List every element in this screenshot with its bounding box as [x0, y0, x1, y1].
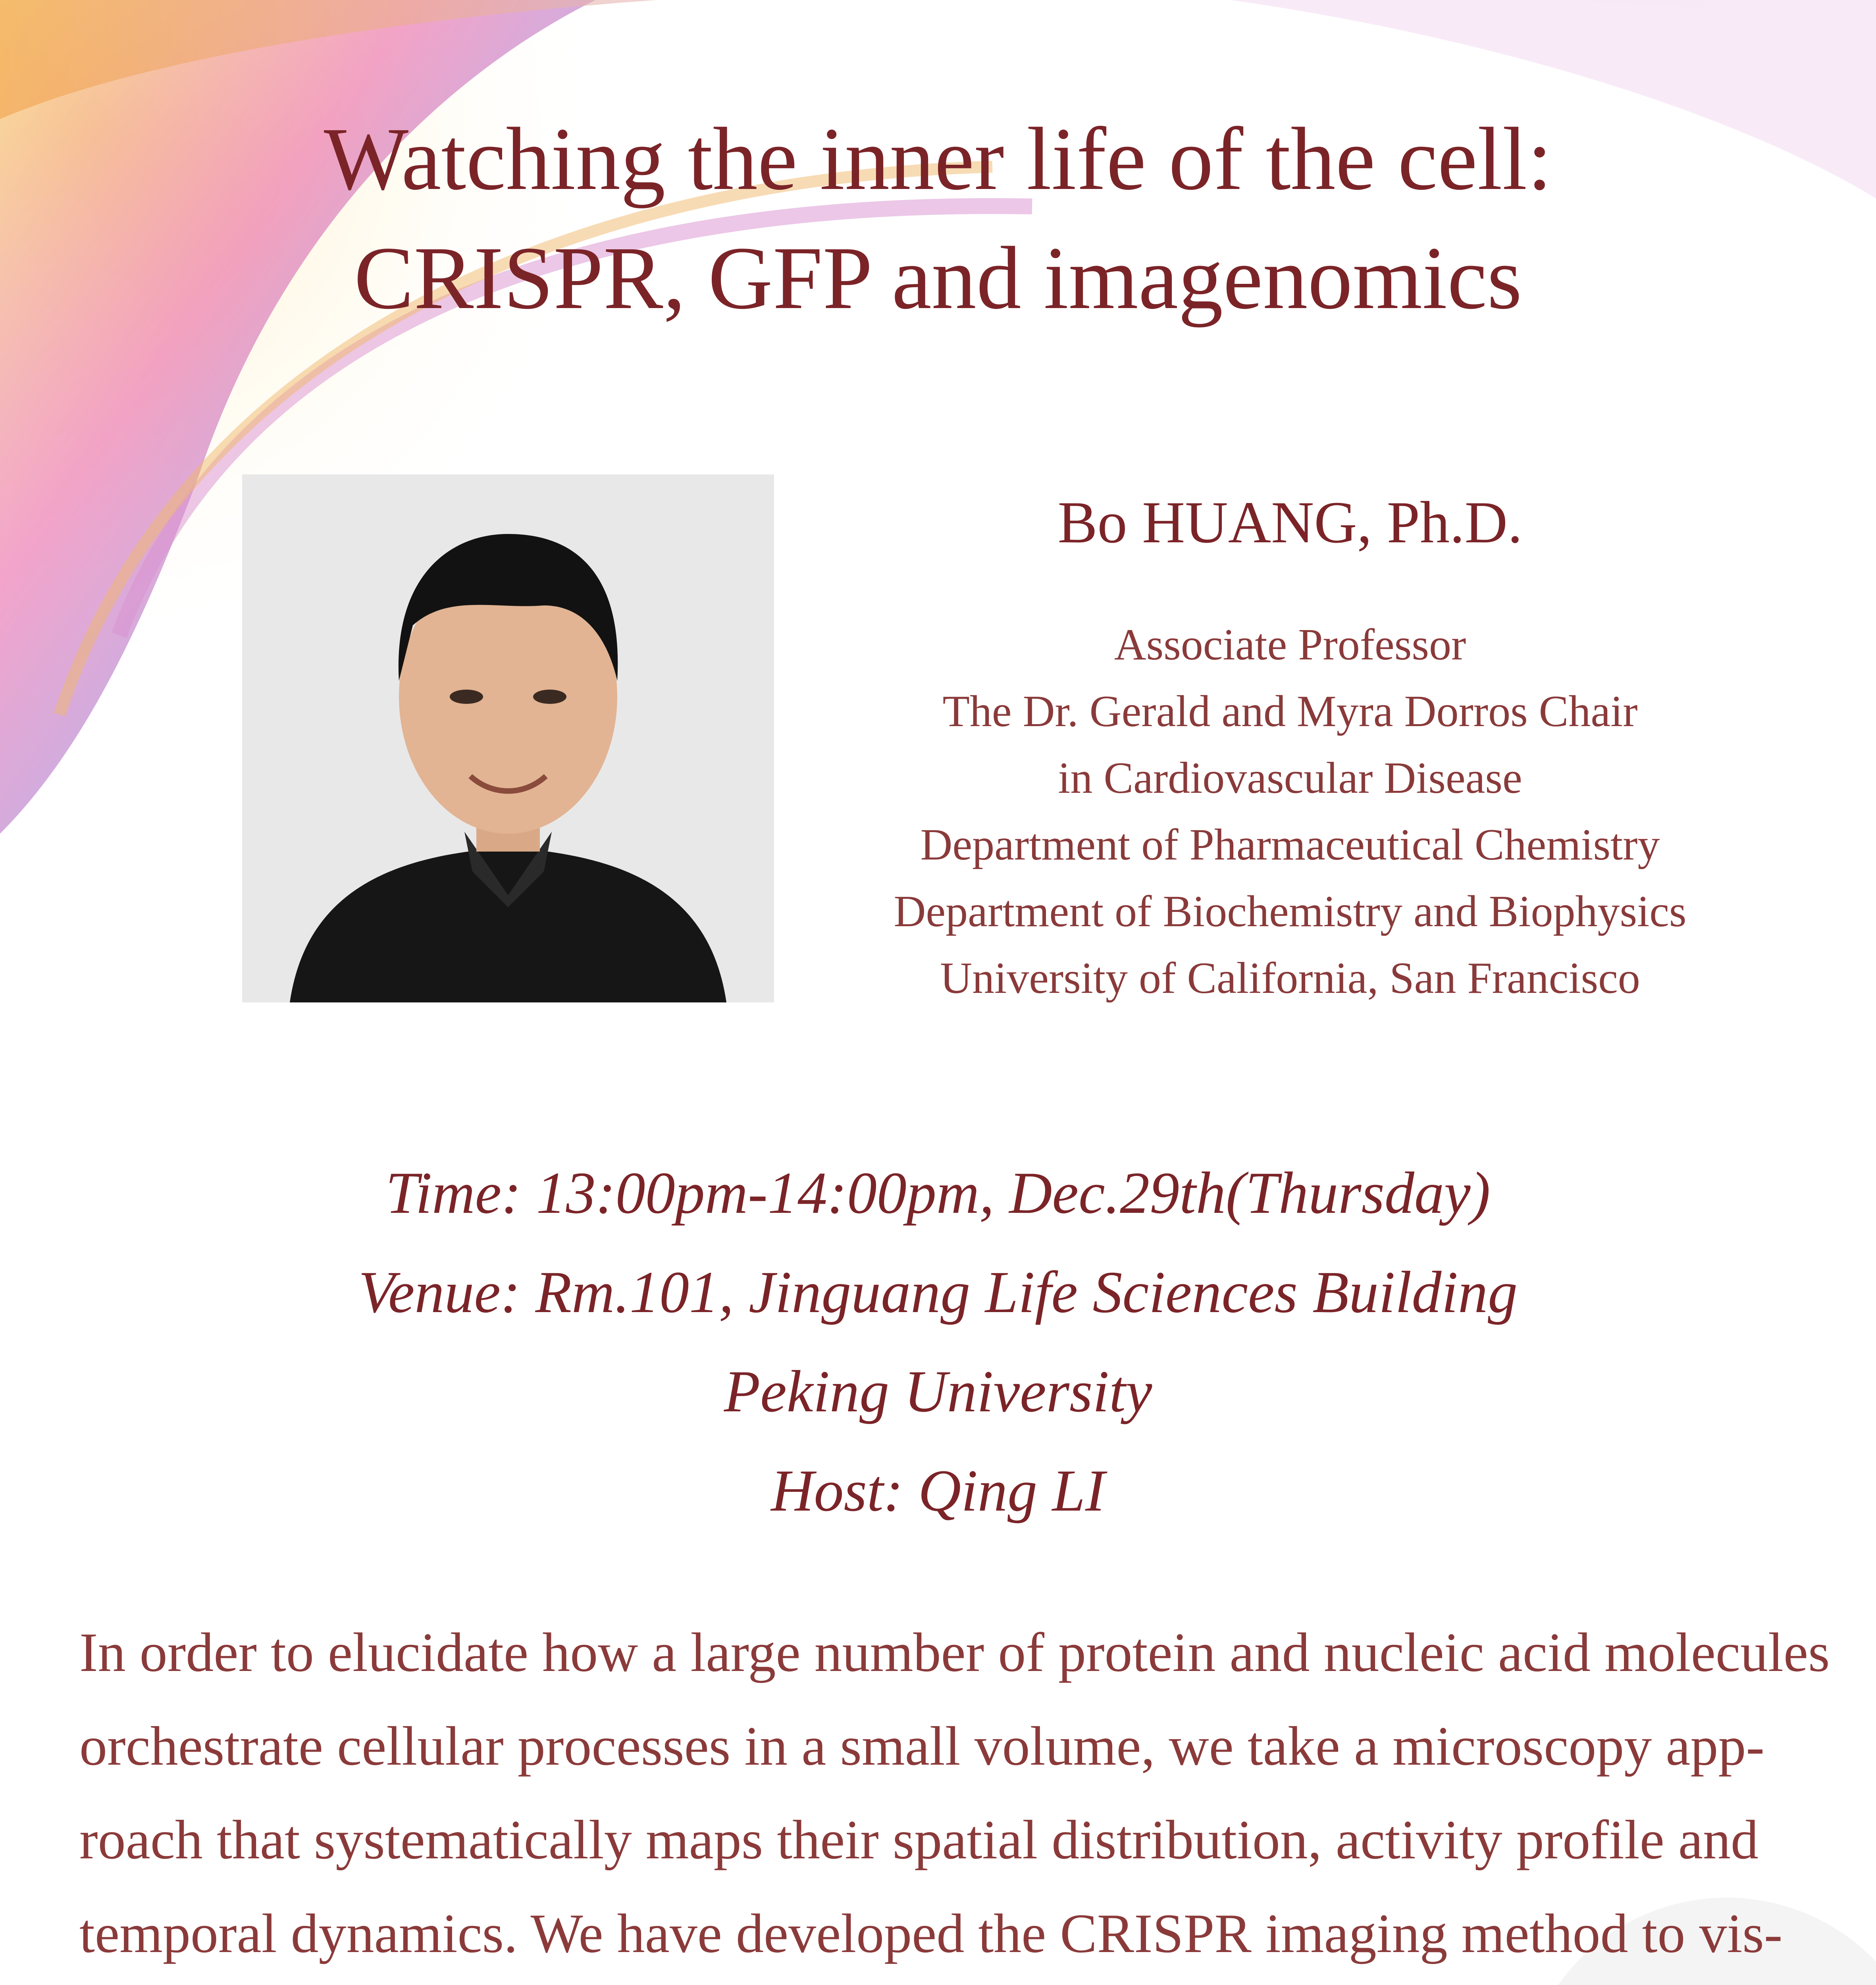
affiliation-line: in Cardiovascular Disease	[1058, 754, 1522, 803]
event-venue-line-2: Peking University	[724, 1359, 1152, 1424]
abstract-line: roach that systematically maps their spatial distribution, activity profile and	[79, 1809, 1759, 1871]
speaker-name: Bo HUANG, Ph.D.	[1057, 490, 1523, 555]
affiliation-line: University of California, San Francisco	[940, 954, 1640, 1003]
affiliation-line: Associate Professor	[1114, 620, 1466, 669]
abstract-line	[79, 1981, 1802, 1985]
speaker-photo	[242, 474, 774, 1002]
event-host: Host: Qing LI	[771, 1458, 1105, 1524]
abstract-line: In order to elucidate how a large number of protein and nucleic acid molecules	[79, 1622, 1830, 1683]
affiliation-line: Department of Pharmaceutical Chemistry	[920, 820, 1660, 869]
title-line-1: Watching the inner life of the cell:	[324, 109, 1552, 208]
title-line-2: CRISPR, GFP and imagenomics	[354, 228, 1522, 328]
abstract-line: orchestrate cellular processes in a small volume, we take a microscopy app-	[79, 1715, 1765, 1777]
event-time: Time: 13:00pm-14:00pm, Dec.29th(Thursday)	[385, 1160, 1491, 1226]
event-info	[0, 1143, 1876, 1540]
abstract	[79, 1606, 1830, 1985]
poster-title	[0, 99, 1876, 337]
affiliation-line: Department of Biochemistry and Biophysics	[894, 887, 1687, 936]
affiliation-line: The Dr. Gerald and Myra Dorros Chair	[942, 687, 1638, 736]
abstract-line: temporal dynamics. We have developed the CRISPR imaging method to vis-	[79, 1903, 1783, 1964]
event-venue: Venue: Rm.101, Jinguang Life Sciences Building	[358, 1259, 1518, 1325]
speaker-affiliations	[834, 611, 1747, 1012]
